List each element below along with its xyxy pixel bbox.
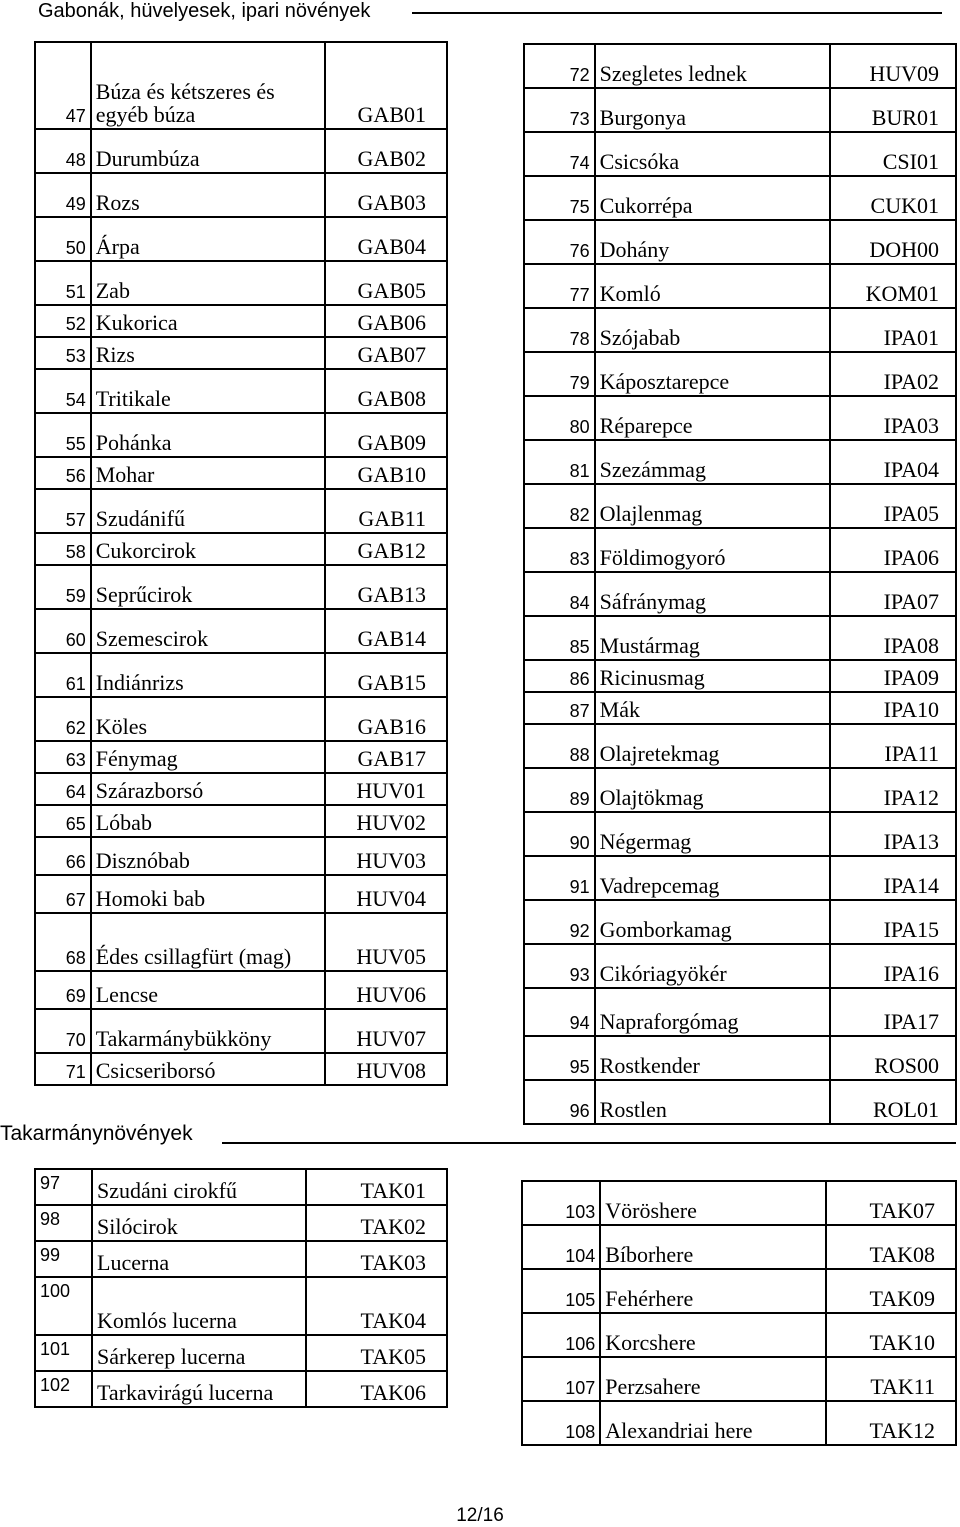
crop-code: HUV04 <box>325 875 447 913</box>
row-number: 108 <box>522 1401 600 1445</box>
crop-name: Mohar <box>91 457 326 489</box>
crop-code: TAK08 <box>826 1225 956 1269</box>
crop-code: CUK01 <box>830 176 956 220</box>
table-row <box>524 440 956 484</box>
crop-code: CSI01 <box>830 132 956 176</box>
row-number: 94 <box>524 988 595 1036</box>
table-row <box>524 724 956 768</box>
row-number: 72 <box>524 44 595 88</box>
crop-code: GAB01 <box>325 42 447 129</box>
row-number: 61 <box>35 653 91 697</box>
row-number: 64 <box>35 773 91 805</box>
table-row <box>35 913 447 971</box>
table-industrial-crops <box>523 43 957 1125</box>
table-fodder-left <box>34 1168 448 1408</box>
row-number: 50 <box>35 217 91 261</box>
table-row <box>524 856 956 900</box>
table-row <box>35 42 447 129</box>
row-number: 78 <box>524 308 595 352</box>
crop-name: Ricinusmag <box>595 660 831 692</box>
table-row <box>524 660 956 692</box>
crop-code: IPA09 <box>830 660 956 692</box>
crop-code: ROL01 <box>830 1080 956 1124</box>
crop-name: Takarmánybükköny <box>91 1009 326 1053</box>
table-row <box>524 768 956 812</box>
crop-name: Szudáni cirokfű <box>92 1169 306 1205</box>
row-number: 90 <box>524 812 595 856</box>
crop-code: TAK04 <box>306 1277 447 1335</box>
table-row <box>524 220 956 264</box>
crop-name: Szudánifű <box>91 489 326 533</box>
row-number: 79 <box>524 352 595 396</box>
crop-code: IPA03 <box>830 396 956 440</box>
crop-code: IPA05 <box>830 484 956 528</box>
row-number: 98 <box>35 1205 92 1241</box>
crop-code: DOH00 <box>830 220 956 264</box>
crop-name: Kukorica <box>91 305 326 337</box>
crop-name: Cikóriagyökér <box>595 944 831 988</box>
crop-name: Silócirok <box>92 1205 306 1241</box>
crop-name: Fénymag <box>91 741 326 773</box>
row-number: 104 <box>522 1225 600 1269</box>
crop-name: Sárkerep lucerna <box>92 1335 306 1371</box>
crop-name: Bíborhere <box>600 1225 826 1269</box>
crop-name: Sáfránymag <box>595 572 831 616</box>
table-row <box>524 1036 956 1080</box>
row-number: 71 <box>35 1053 91 1085</box>
crop-name: Szójabab <box>595 308 831 352</box>
crop-name: Seprűcirok <box>91 565 326 609</box>
crop-code: IPA01 <box>830 308 956 352</box>
crop-name: Perzsahere <box>600 1357 826 1401</box>
crop-code: GAB09 <box>325 413 447 457</box>
table-row <box>35 173 447 217</box>
crop-code: IPA07 <box>830 572 956 616</box>
table-row <box>35 305 447 337</box>
crop-code: HUV03 <box>325 837 447 875</box>
crop-code: GAB03 <box>325 173 447 217</box>
row-number: 95 <box>524 1036 595 1080</box>
crop-code: GAB17 <box>325 741 447 773</box>
table-row <box>35 697 447 741</box>
crop-code: TAK01 <box>306 1169 447 1205</box>
row-number: 107 <box>522 1357 600 1401</box>
table-row <box>35 457 447 489</box>
table-row <box>35 1371 447 1407</box>
row-number: 97 <box>35 1169 92 1205</box>
row-number: 58 <box>35 533 91 565</box>
crop-code: TAK03 <box>306 1241 447 1277</box>
crop-name: Csicseriborsó <box>91 1053 326 1085</box>
row-number: 70 <box>35 1009 91 1053</box>
table-row <box>35 1335 447 1371</box>
row-number: 91 <box>524 856 595 900</box>
table-row <box>35 129 447 173</box>
crop-code: GAB12 <box>325 533 447 565</box>
table-row <box>35 217 447 261</box>
row-number: 63 <box>35 741 91 773</box>
row-number: 105 <box>522 1269 600 1313</box>
table-row <box>524 944 956 988</box>
crop-code: IPA15 <box>830 900 956 944</box>
crop-name: Fehérhere <box>600 1269 826 1313</box>
crop-name: Zab <box>91 261 326 305</box>
table-row <box>35 1241 447 1277</box>
row-number: 89 <box>524 768 595 812</box>
crop-name: Komlós lucerna <box>92 1277 306 1335</box>
row-number: 93 <box>524 944 595 988</box>
crop-code: GAB02 <box>325 129 447 173</box>
table-row <box>524 484 956 528</box>
row-number: 99 <box>35 1241 92 1277</box>
crop-code: HUV05 <box>325 913 447 971</box>
row-number: 88 <box>524 724 595 768</box>
row-number: 52 <box>35 305 91 337</box>
table-row <box>524 88 956 132</box>
crop-code: TAK02 <box>306 1205 447 1241</box>
crop-code: GAB08 <box>325 369 447 413</box>
table-row <box>35 337 447 369</box>
row-number: 68 <box>35 913 91 971</box>
table-row <box>35 1053 447 1085</box>
crop-code: IPA16 <box>830 944 956 988</box>
crop-code: HUV09 <box>830 44 956 88</box>
table-row <box>522 1269 956 1313</box>
crop-code: TAK10 <box>826 1313 956 1357</box>
row-number: 59 <box>35 565 91 609</box>
crop-code: IPA04 <box>830 440 956 484</box>
section-title-grains: Gabonák, hüvelyesek, ipari növények <box>38 0 371 22</box>
crop-code: KOM01 <box>830 264 956 308</box>
row-number: 96 <box>524 1080 595 1124</box>
crop-code: HUV06 <box>325 971 447 1009</box>
row-number: 67 <box>35 875 91 913</box>
table-row <box>35 1169 447 1205</box>
crop-code: TAK12 <box>826 1401 956 1445</box>
crop-code: IPA08 <box>830 616 956 660</box>
crop-name: Alexandriai here <box>600 1401 826 1445</box>
table-row <box>524 812 956 856</box>
table-row <box>35 489 447 533</box>
row-number: 81 <box>524 440 595 484</box>
crop-code: IPA17 <box>830 988 956 1036</box>
crop-code: TAK07 <box>826 1181 956 1225</box>
section-title-rule <box>222 1142 956 1144</box>
table-row <box>35 971 447 1009</box>
row-number: 86 <box>524 660 595 692</box>
crop-name: Durumbúza <box>91 129 326 173</box>
table-row <box>522 1181 956 1225</box>
row-number: 49 <box>35 173 91 217</box>
crop-code: IPA13 <box>830 812 956 856</box>
row-number: 73 <box>524 88 595 132</box>
crop-name: Tarkavirágú lucerna <box>92 1371 306 1407</box>
table-row <box>35 533 447 565</box>
table-row <box>35 741 447 773</box>
table-row <box>524 264 956 308</box>
table-row <box>524 528 956 572</box>
table-row <box>35 837 447 875</box>
table-row <box>524 616 956 660</box>
crop-code: GAB11 <box>325 489 447 533</box>
row-number: 60 <box>35 609 91 653</box>
crop-code: GAB13 <box>325 565 447 609</box>
table-row <box>35 261 447 305</box>
row-number: 84 <box>524 572 595 616</box>
table-row <box>35 1277 447 1335</box>
crop-name: Cukorcirok <box>91 533 326 565</box>
row-number: 57 <box>35 489 91 533</box>
crop-code: TAK09 <box>826 1269 956 1313</box>
crop-name: Vadrepcemag <box>595 856 831 900</box>
crop-code: HUV08 <box>325 1053 447 1085</box>
crop-name: Rozs <box>91 173 326 217</box>
crop-code: IPA02 <box>830 352 956 396</box>
page-number: 12/16 <box>456 1505 504 1526</box>
table-grains-legumes <box>34 41 448 1086</box>
crop-name: Disznóbab <box>91 837 326 875</box>
crop-name: Szegletes lednek <box>595 44 831 88</box>
table-row <box>524 132 956 176</box>
row-number: 103 <box>522 1181 600 1225</box>
row-number: 48 <box>35 129 91 173</box>
crop-code: GAB07 <box>325 337 447 369</box>
crop-name: Földimogyoró <box>595 528 831 572</box>
table-row <box>524 692 956 724</box>
crop-name: Burgonya <box>595 88 831 132</box>
table-row <box>35 369 447 413</box>
row-number: 47 <box>35 42 91 129</box>
crop-code: GAB16 <box>325 697 447 741</box>
table-row <box>35 773 447 805</box>
crop-code: IPA14 <box>830 856 956 900</box>
table-row <box>522 1313 956 1357</box>
crop-name: Mustármag <box>595 616 831 660</box>
row-number: 100 <box>35 1277 92 1335</box>
crop-code: ROS00 <box>830 1036 956 1080</box>
table-row <box>524 44 956 88</box>
table-row <box>524 308 956 352</box>
crop-code: BUR01 <box>830 88 956 132</box>
table-row <box>35 805 447 837</box>
table-row <box>524 176 956 220</box>
row-number: 51 <box>35 261 91 305</box>
crop-code: IPA10 <box>830 692 956 724</box>
crop-code: TAK11 <box>826 1357 956 1401</box>
row-number: 87 <box>524 692 595 724</box>
crop-code: IPA12 <box>830 768 956 812</box>
row-number: 80 <box>524 396 595 440</box>
table-row <box>524 900 956 944</box>
crop-name: Napraforgómag <box>595 988 831 1036</box>
table-row <box>524 1080 956 1124</box>
crop-name: Komló <box>595 264 831 308</box>
row-number: 65 <box>35 805 91 837</box>
crop-name: Lóbab <box>91 805 326 837</box>
table-row <box>524 396 956 440</box>
table-row <box>35 653 447 697</box>
row-number: 62 <box>35 697 91 741</box>
row-number: 92 <box>524 900 595 944</box>
row-number: 85 <box>524 616 595 660</box>
table-row <box>35 875 447 913</box>
row-number: 69 <box>35 971 91 1009</box>
row-number: 106 <box>522 1313 600 1357</box>
crop-name: Homoki bab <box>91 875 326 913</box>
crop-name: Dohány <box>595 220 831 264</box>
crop-name: Szemescirok <box>91 609 326 653</box>
table-row <box>524 572 956 616</box>
row-number: 102 <box>35 1371 92 1407</box>
table-row <box>35 413 447 457</box>
crop-code: GAB15 <box>325 653 447 697</box>
section-title-rule <box>412 12 942 14</box>
crop-name: Indiánrizs <box>91 653 326 697</box>
crop-name: Rizs <box>91 337 326 369</box>
crop-code: TAK05 <box>306 1335 447 1371</box>
crop-name: Édes csillagfürt (mag) <box>91 913 326 971</box>
crop-name: Köles <box>91 697 326 741</box>
crop-name: Olajretekmag <box>595 724 831 768</box>
crop-name: Rostlen <box>595 1080 831 1124</box>
crop-code: GAB05 <box>325 261 447 305</box>
crop-code: IPA06 <box>830 528 956 572</box>
crop-name: Szárazborsó <box>91 773 326 805</box>
crop-name: Lencse <box>91 971 326 1009</box>
crop-name: Búza és kétszeres és egyéb búza <box>91 42 326 129</box>
row-number: 66 <box>35 837 91 875</box>
crop-name: Négermag <box>595 812 831 856</box>
crop-name: Lucerna <box>92 1241 306 1277</box>
crop-name: Tritikale <box>91 369 326 413</box>
table-row <box>524 988 956 1036</box>
crop-code: HUV01 <box>325 773 447 805</box>
crop-name: Réparepce <box>595 396 831 440</box>
row-number: 54 <box>35 369 91 413</box>
crop-name: Árpa <box>91 217 326 261</box>
table-row <box>35 1009 447 1053</box>
crop-code: GAB04 <box>325 217 447 261</box>
crop-name: Cukorrépa <box>595 176 831 220</box>
section-title-fodder: Takarmánynövények <box>0 1122 193 1145</box>
row-number: 77 <box>524 264 595 308</box>
row-number: 82 <box>524 484 595 528</box>
crop-name: Olajtökmag <box>595 768 831 812</box>
table-row <box>35 1205 447 1241</box>
table-row <box>522 1225 956 1269</box>
row-number: 75 <box>524 176 595 220</box>
row-number: 83 <box>524 528 595 572</box>
table-row <box>522 1357 956 1401</box>
crop-name: Vöröshere <box>600 1181 826 1225</box>
table-fodder-right <box>521 1180 957 1446</box>
row-number: 56 <box>35 457 91 489</box>
row-number: 76 <box>524 220 595 264</box>
crop-name: Korcshere <box>600 1313 826 1357</box>
table-row <box>522 1401 956 1445</box>
crop-code: HUV07 <box>325 1009 447 1053</box>
crop-name: Káposztarepce <box>595 352 831 396</box>
row-number: 74 <box>524 132 595 176</box>
crop-code: GAB14 <box>325 609 447 653</box>
crop-code: GAB10 <box>325 457 447 489</box>
crop-name: Mák <box>595 692 831 724</box>
crop-code: IPA11 <box>830 724 956 768</box>
row-number: 101 <box>35 1335 92 1371</box>
table-row <box>524 352 956 396</box>
crop-name: Csicsóka <box>595 132 831 176</box>
crop-code: GAB06 <box>325 305 447 337</box>
crop-name: Gomborkamag <box>595 900 831 944</box>
crop-name: Pohánka <box>91 413 326 457</box>
table-row <box>35 609 447 653</box>
crop-code: HUV02 <box>325 805 447 837</box>
row-number: 55 <box>35 413 91 457</box>
crop-name: Szezámmag <box>595 440 831 484</box>
table-row <box>35 565 447 609</box>
crop-name: Olajlenmag <box>595 484 831 528</box>
crop-name: Rostkender <box>595 1036 831 1080</box>
crop-code: TAK06 <box>306 1371 447 1407</box>
row-number: 53 <box>35 337 91 369</box>
